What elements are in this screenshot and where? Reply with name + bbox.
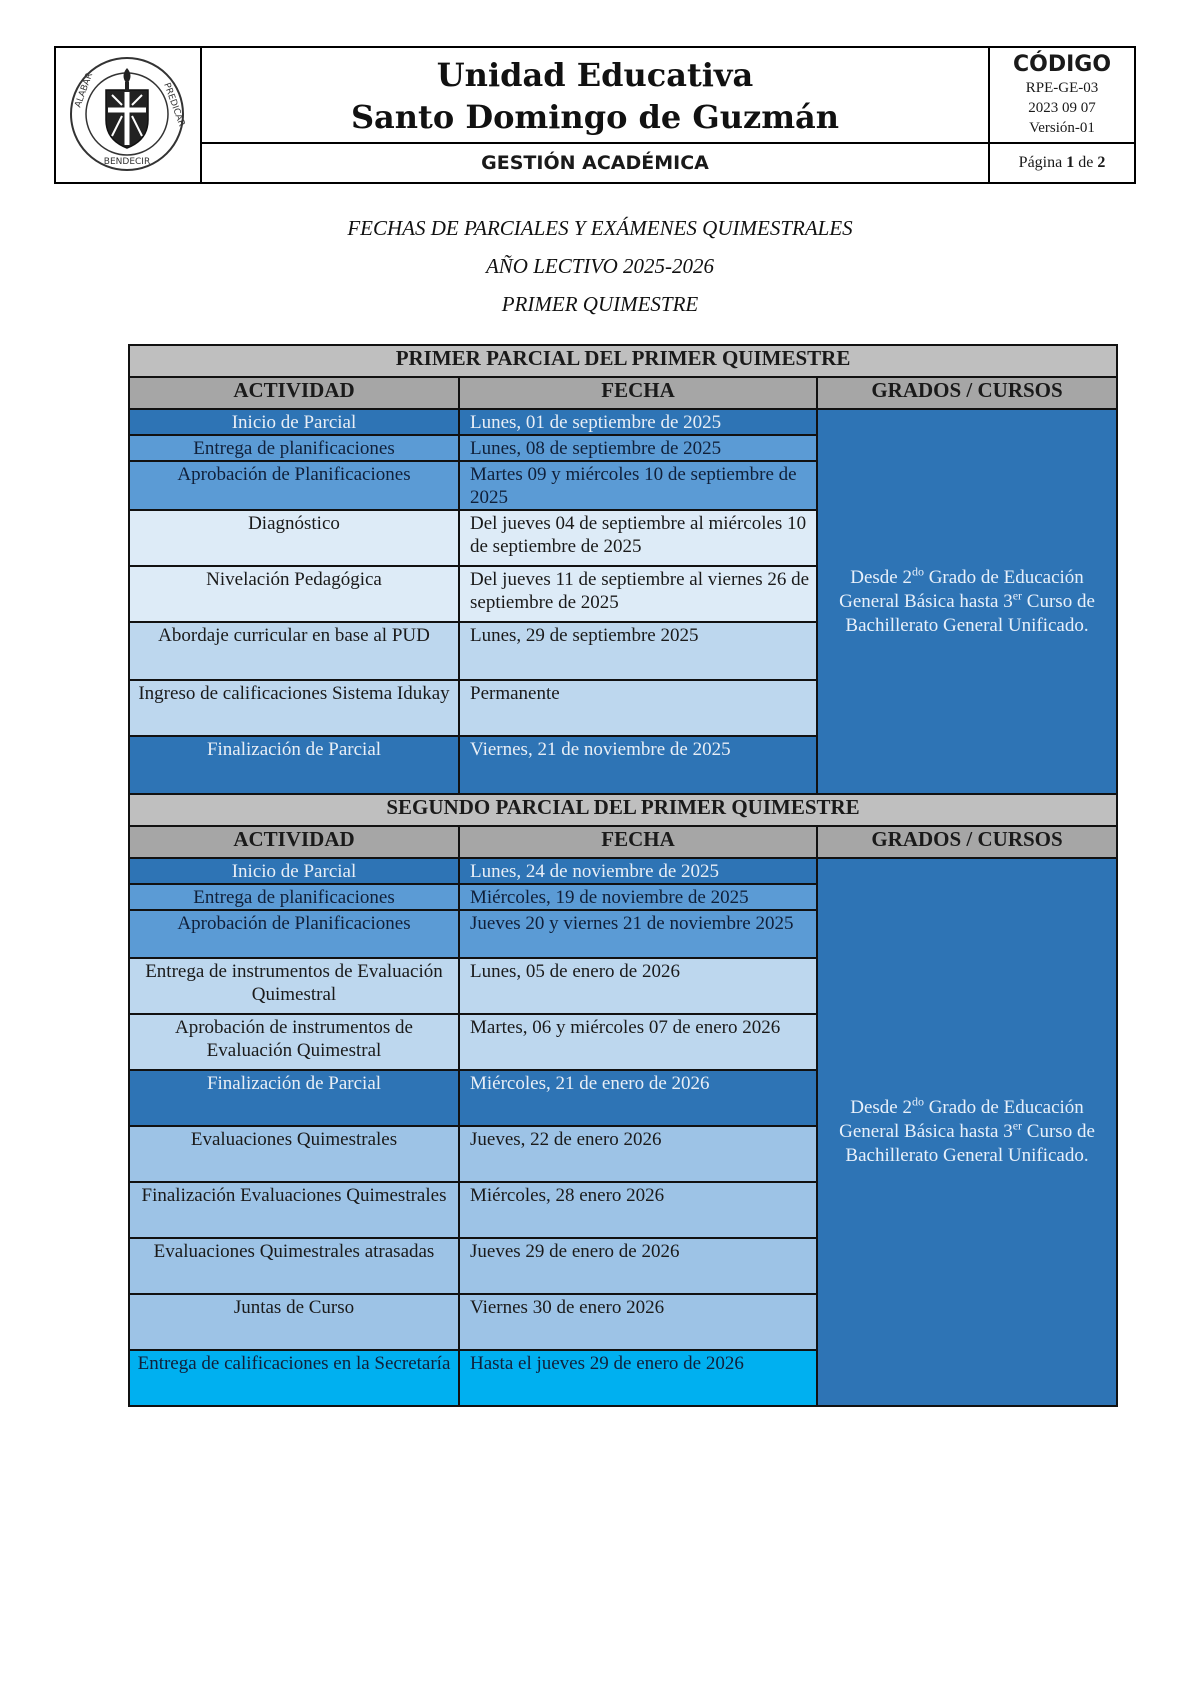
activity-cell: Abordaje curricular en base al PUD (129, 622, 459, 680)
date-cell: Lunes, 05 de enero de 2026 (459, 958, 817, 1014)
activity-cell: Aprobación de Planificaciones (129, 461, 459, 510)
grades-ordinal-suffix: er (1012, 588, 1023, 603)
date-cell: Viernes 30 de enero 2026 (459, 1294, 817, 1350)
column-header-row (129, 826, 1117, 858)
motto-left: ALABAR (73, 71, 96, 110)
column-header-activity: ACTIVIDAD (129, 826, 459, 858)
grades-text: Desde 2 (850, 566, 912, 588)
date-cell: Martes, 06 y miércoles 07 de enero 2026 (459, 1014, 817, 1070)
grades-ordinal-suffix: do (911, 1094, 924, 1109)
date-cell: Miércoles, 21 de enero de 2026 (459, 1070, 817, 1126)
activity-cell: Finalización de Parcial (129, 1070, 459, 1126)
motto-right: PREDICAR (161, 81, 187, 128)
section-title-row (129, 794, 1117, 826)
date-cell: Del jueves 04 de septiembre al miércoles 10 de septiembre de 2025 (459, 510, 817, 566)
activity-cell: Evaluaciones Quimestrales (129, 1126, 459, 1182)
activity-cell: Finalización de Parcial (129, 736, 459, 794)
logo-cell (56, 48, 202, 182)
section-title: SEGUNDO PARCIAL DEL PRIMER QUIMESTRE (129, 794, 1117, 826)
date-cell: Miércoles, 28 enero 2026 (459, 1182, 817, 1238)
grades-text: Desde 2 (850, 1097, 912, 1118)
school-name-cell (202, 48, 990, 144)
grades-text: Grado de Educación General Básica hasta 3 (839, 566, 1084, 612)
column-header-activity: ACTIVIDAD (129, 377, 459, 409)
grades-ordinal-suffix: er (1012, 1118, 1023, 1133)
activity-cell: Juntas de Curso (129, 1294, 459, 1350)
grades-cell (817, 409, 1117, 794)
date-cell: Lunes, 08 de septiembre de 2025 (459, 435, 817, 461)
column-header-row (129, 377, 1117, 409)
doc-title-line1: FECHAS DE PARCIALES Y EXÁMENES QUIMESTRALES (347, 216, 853, 240)
schedule-table (128, 344, 1118, 1407)
table-row (129, 858, 1117, 884)
date-cell: Lunes, 01 de septiembre de 2025 (459, 409, 817, 435)
date-cell: Del jueves 11 de septiembre al viernes 26 de septiembre de 2025 (459, 566, 817, 622)
date-cell: Permanente (459, 680, 817, 736)
date-cell: Lunes, 29 de septiembre 2025 (459, 622, 817, 680)
code-value: RPE-GE-03 (1025, 80, 1099, 96)
school-crest-icon (56, 48, 198, 178)
school-name-line2: Santo Domingo de Guzmán (350, 98, 840, 136)
page-current: 1 (1066, 154, 1075, 171)
document-code-cell (990, 48, 1134, 144)
grades-ordinal-suffix: do (911, 564, 924, 579)
school-name-line1: Unidad Educativa (436, 56, 754, 94)
activity-cell: Aprobación de Planificaciones (129, 910, 459, 958)
activity-cell: Entrega de planificaciones (129, 435, 459, 461)
motto-bottom: BENDECIR (103, 157, 151, 167)
column-header-date: FECHA (459, 377, 817, 409)
page-number (990, 144, 1134, 182)
grades-cell (817, 858, 1117, 1406)
column-header-grades: GRADOS / CURSOS (817, 377, 1117, 409)
date-cell: Jueves 29 de enero de 2026 (459, 1238, 817, 1294)
date-cell: Hasta el jueves 29 de enero de 2026 (459, 1350, 817, 1406)
department-label: GESTIÓN ACADÉMICA (202, 144, 990, 182)
activity-cell: Entrega de instrumentos de Evaluación Quimestral (129, 958, 459, 1014)
code-label: CÓDIGO (1012, 52, 1112, 77)
table-row (129, 409, 1117, 435)
activity-cell: Evaluaciones Quimestrales atrasadas (129, 1238, 459, 1294)
activity-cell: Aprobación de instrumentos de Evaluación Quimestral (129, 1014, 459, 1070)
section-title-row (129, 345, 1117, 377)
page-total: 2 (1097, 154, 1106, 171)
code-version: Versión-01 (1029, 120, 1095, 136)
doc-title-line2: AÑO LECTIVO 2025-2026 (485, 254, 715, 278)
code-date: 2023 09 07 (1028, 100, 1096, 116)
activity-cell: Inicio de Parcial (129, 409, 459, 435)
date-cell: Martes 09 y miércoles 10 de septiembre de 2025 (459, 461, 817, 510)
activity-cell: Nivelación Pedagógica (129, 566, 459, 622)
column-header-date: FECHA (459, 826, 817, 858)
page-of: de (1078, 154, 1094, 171)
activity-cell: Entrega de planificaciones (129, 884, 459, 910)
activity-cell: Entrega de calificaciones en la Secretaría (129, 1350, 459, 1406)
grades-text: Curso de Bachillerato General Unificado. (845, 1121, 1095, 1166)
column-header-grades: GRADOS / CURSOS (817, 826, 1117, 858)
date-cell: Jueves 20 y viernes 21 de noviembre 2025 (459, 910, 817, 958)
page-prefix: Página (1018, 154, 1063, 171)
document-header (54, 46, 1136, 184)
grades-text: Grado de Educación General Básica hasta 3 (839, 1097, 1084, 1142)
activity-cell: Diagnóstico (129, 510, 459, 566)
grades-text: Curso de Bachillerato General Unificado. (845, 590, 1095, 636)
activity-cell: Inicio de Parcial (129, 858, 459, 884)
activity-cell: Finalización Evaluaciones Quimestrales (129, 1182, 459, 1238)
doc-title-line3: PRIMER QUIMESTRE (501, 292, 699, 316)
section-title: PRIMER PARCIAL DEL PRIMER QUIMESTRE (129, 345, 1117, 377)
activity-cell: Ingreso de calificaciones Sistema Idukay (129, 680, 459, 736)
date-cell: Viernes, 21 de noviembre de 2025 (459, 736, 817, 794)
date-cell: Miércoles, 19 de noviembre de 2025 (459, 884, 817, 910)
date-cell: Lunes, 24 de noviembre de 2025 (459, 858, 817, 884)
date-cell: Jueves, 22 de enero 2026 (459, 1126, 817, 1182)
